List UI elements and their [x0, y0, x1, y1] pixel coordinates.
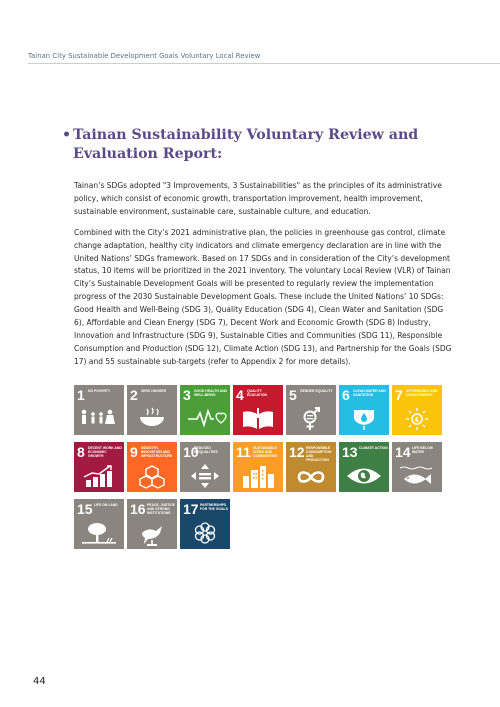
sdg-tile-5: 5 GENDER EQUALITY — [286, 385, 336, 435]
tree-icon — [74, 519, 124, 547]
infinity-icon — [286, 462, 336, 490]
running-header: Tainan City Sustainable Development Goals Voluntary Local Review — [28, 52, 261, 60]
paragraph: Tainan’s SDGs adopted "3 Improvements, 3 Sustainabilities" as the principles of its administrative policy, which consist of economic growth, transportation improvement, health improvement, sustainable environment, sustainable care, sustainable culture, and education. — [74, 181, 442, 216]
page-number: 44 — [33, 676, 46, 687]
sdg-tile-6: 6 CLEAN WATER AND SANITATION — [339, 385, 389, 435]
equality-icon — [180, 462, 230, 490]
city-icon — [233, 462, 283, 490]
sdg-icon-grid — [74, 385, 444, 550]
sun-icon — [392, 405, 442, 433]
water-drop-icon — [339, 405, 389, 433]
growth-chart-icon — [74, 462, 124, 490]
family-icon — [74, 405, 124, 433]
header-divider — [28, 63, 500, 64]
heartbeat-icon — [180, 405, 230, 433]
sdg-tile-8: 8 DECENT WORK AND ECONOMIC GROWTH — [74, 442, 124, 492]
sdg-tile-10: 10 REDUCED INEQUALITIES — [180, 442, 230, 492]
title-bullet: • — [62, 127, 72, 143]
sdg-tile-13: 13 CLIMATE ACTION — [339, 442, 389, 492]
sdg-tile-3: 3 GOOD HEALTH AND WELL-BEING — [180, 385, 230, 435]
sdg-tile-14: 14 LIFE BELOW WATER — [392, 442, 442, 492]
section-title — [62, 126, 442, 164]
flower-icon — [180, 519, 230, 547]
sdg-tile-12: 12 RESPONSIBLE CONSUMPTION AND PRODUCTION — [286, 442, 336, 492]
sdg-tile-9: 9 INDUSTRY, INNOVATION AND INFRASTRUCTURE — [127, 442, 177, 492]
sdg-tile-7: 7 AFFORDABLE AND CLEAN ENERGY — [392, 385, 442, 435]
book-icon — [233, 405, 283, 433]
sdg-tile-2: 2 ZERO HUNGER — [127, 385, 177, 435]
body-text — [74, 180, 454, 377]
sdg-tile-4: 4 QUALITY EDUCATION — [233, 385, 283, 435]
sdg-tile-16: 16 PEACE, JUSTICE AND STRONG INSTITUTIONS — [127, 499, 177, 549]
bowl-icon — [127, 405, 177, 433]
section-title-text: Tainan Sustainability Voluntary Review and Evaluation Report: — [73, 127, 419, 162]
eye-globe-icon — [339, 462, 389, 490]
sdg-tile-17: 17 PARTNERSHIPS FOR THE GOALS — [180, 499, 230, 549]
sdg-tile-15: 15 LIFE ON LAND — [74, 499, 124, 549]
dove-icon — [127, 519, 177, 547]
sdg-tile-1: 1 NO POVERTY — [74, 385, 124, 435]
cubes-icon — [127, 462, 177, 490]
sdg-tile-11: 11 SUSTAINABLE CITIES AND COMMUNITIES — [233, 442, 283, 492]
paragraph: Combined with the City’s 2021 administrative plan, the policies in greenhouse gas control, climate change adaptation, healthy city indicators and climate emergency declaration are in line with the United Nations’ SDGs framework. Based on 17 SDGs and in consideration of the City’s development status, 10 items will be prioritized in the 2021 inventory. The voluntary Local Review (VLR) of Tainan City’s Sustainable Development Goals will be presented to regularly review the implementation progress of the 2030 Sustainable Development Goals. These include the United Nations’ 10 SDGs: Good Health and Well-Being (SDG 3), Quality Education (SDG 4), Clean Water and Sanitation (SDG 6), Affordable and Clean Energy (SDG 7), Decent Work and Economic Growth (SDG 8) Industry, Innovation and Infrastructure (SDG 9), Sustainable Cities and Communities (SDG 11), Responsible Consumption and Production (SDG 12), Climate Action (SDG 13), and Partnership for the Goals (SDG 17) and 55 sustainable sub-targets (refer to Appendix 2 for more details). — [74, 227, 452, 366]
gender-icon — [286, 405, 336, 433]
fish-icon — [392, 462, 442, 490]
